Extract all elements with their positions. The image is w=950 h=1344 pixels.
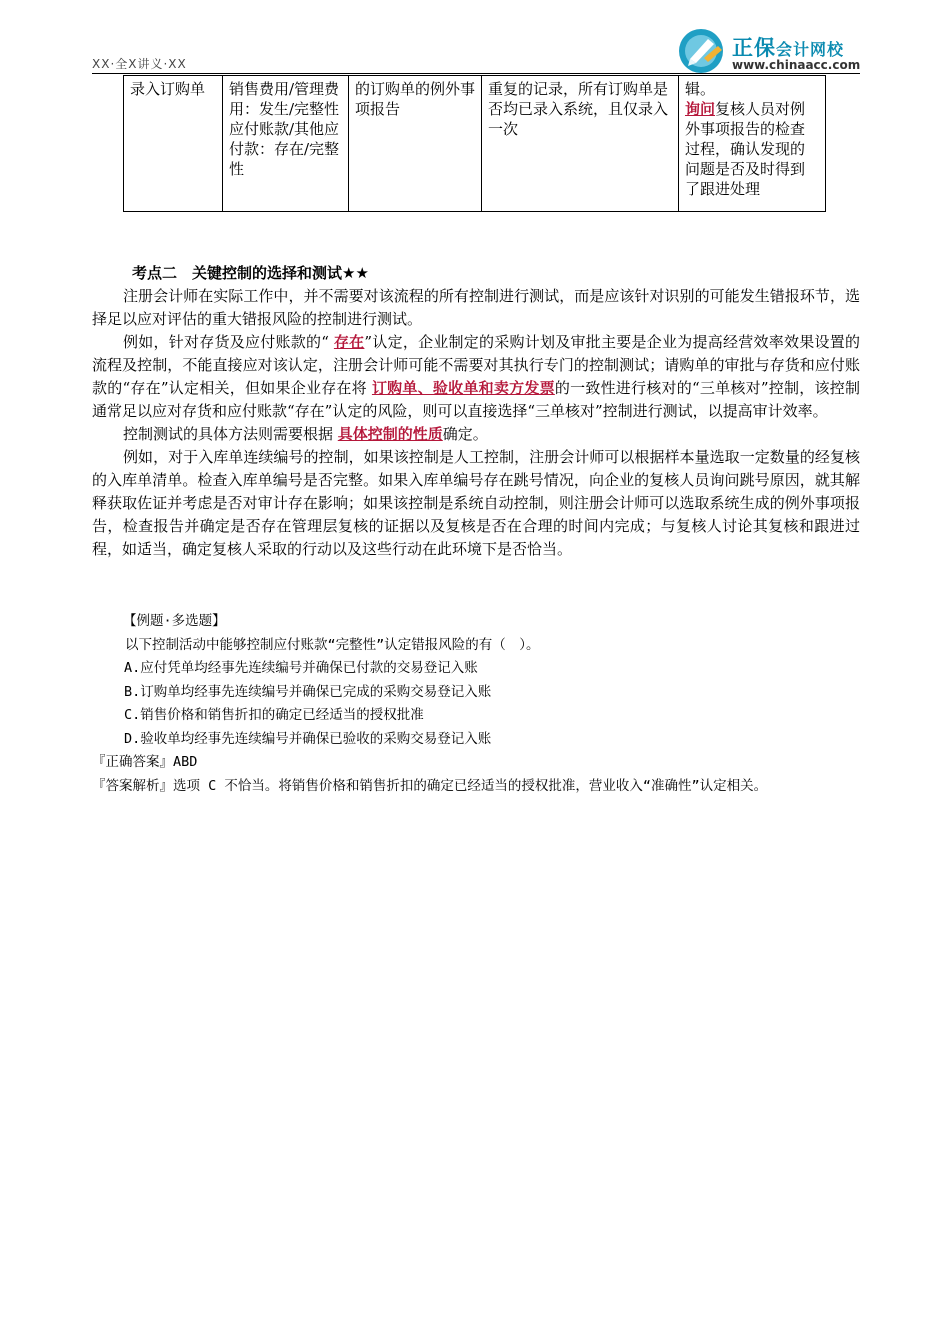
- table-cell-report: 的订购单的例外事项报告: [349, 76, 482, 212]
- analysis-text: 选项 C 不恰当。将销售价格和销售折扣的确定已经适当的授权批准，营业收入“准确性”认定相关。: [173, 777, 768, 794]
- highlight-three-documents: 订购单、验收单和卖方发票: [371, 379, 555, 397]
- highlight-control-nature: 具体控制的性质: [337, 425, 443, 443]
- brand-logo[interactable]: [678, 28, 868, 74]
- exercise-option-b: B.订购单均经事先连续编号并确保已完成的采购交易登记入账: [124, 683, 492, 700]
- control-table: [123, 75, 826, 212]
- table-cell-test-post: 复核人员对例外事项报告的检查过程，确认发现的问题是否及时得到了跟进处理: [685, 100, 806, 198]
- exercise-option-a: A.应付凭单均经事先连续编号并确保已付款的交易登记入账: [124, 660, 478, 676]
- paragraph-3-b: 确定。: [442, 425, 488, 443]
- highlight-inquire: 询问: [685, 100, 716, 118]
- page-header: [0, 0, 950, 75]
- paragraph-1: 注册会计师在实际工作中，并不需要对该流程的所有控制进行测试，而是应该针对识别的可能发生错报环节，选择足以应对评估的重大错报风险的控制进行测试。: [92, 287, 860, 328]
- paragraph-3-a: 控制测试的具体方法则需要根据: [123, 425, 338, 443]
- logo-brand-main: 正保: [732, 36, 776, 60]
- header-cut-text: XX·全X讲义·XX: [92, 57, 187, 71]
- paragraph-3: [92, 423, 860, 446]
- paragraph-2-a: 例如，针对存货及应付账款的“: [123, 333, 334, 351]
- answer-value: ABD: [173, 754, 198, 770]
- section-key-controls: [92, 262, 860, 561]
- exercise-answer: [92, 751, 860, 775]
- table-cell-control: 重复的记录，所有订购单是否均已录入系统，且仅录入一次: [482, 76, 679, 212]
- answer-label: 『正确答案』: [92, 754, 173, 770]
- analysis-label: 『答案解析』: [92, 777, 173, 794]
- exercise-question: 以下控制活动中能够控制应付账款“完整性”认定错报风险的有（ ）。: [125, 636, 540, 653]
- logo-brand-sub: 会计网校: [776, 40, 845, 59]
- logo-mark-icon: [678, 28, 726, 74]
- paragraph-2: [92, 331, 860, 423]
- table-cell-test-pre: 辑。: [685, 80, 716, 98]
- highlight-existence: 存在: [333, 333, 365, 351]
- paragraph-4: 例如，对于入库单连续编号的控制，如果该控制是人工控制，注册会计师可以根据样本量选取一定数量的经复核的入库单清单。检查入库单编号是否完整。如果入库单编号存在跳号情况，向企业的复核人员询问跳号原因，就其解释获取佐证并考虑是否对审计存在影响；如果该控制是系统自动控制，则注册会计师可以选取系统生成的例外事项报告，检查报告并确定是否存在管理层复核的证据以及复核是否在合理的时间内完成；与复核人讨论其复核和跟进过程，如适当，确定复核人采取的行动以及这些行动在此环境下是否恰当。: [92, 448, 860, 558]
- exercise-analysis: [92, 775, 860, 799]
- table-cell-test: [679, 76, 826, 212]
- section-title: 考点二 关键控制的选择和测试★★: [132, 264, 369, 282]
- table-cell-activity: 录入订购单: [124, 76, 223, 212]
- paragraph-2-b: ”认定，企业制定的采购计划及审批主要是企业为提高经营效率效果设置的流程及控制，不能直接应对该认定，注册会计师可能不需要对其执行专门的控制测试；请购单的审批与存货和应付账款的“存在”认定相关，但如果企业存在将: [92, 333, 860, 397]
- exercise-block: [92, 610, 860, 798]
- paragraph-2-c: 的一致性进行核对的“三单核对”控制，该控制通常足以应对存货和应付账款“存在”认定的风险，则可以直接选择“三单核对”控制进行测试，以提高审计效率。: [92, 379, 861, 420]
- exercise-option-c: C.销售价格和销售折扣的确定已经适当的授权批准: [124, 707, 424, 723]
- exercise-option-d: D.验收单均经事先连续编号并确保已验收的采购交易登记入账: [124, 730, 492, 747]
- table-row: [124, 76, 826, 212]
- table-cell-assertion: 销售费用/管理费用：发生/完整性 应付账款/其他应付款：存在/完整性: [223, 76, 349, 212]
- logo-url: www.chinaacc.com: [732, 58, 861, 72]
- exercise-tag: 【例题·多选题】: [123, 613, 226, 629]
